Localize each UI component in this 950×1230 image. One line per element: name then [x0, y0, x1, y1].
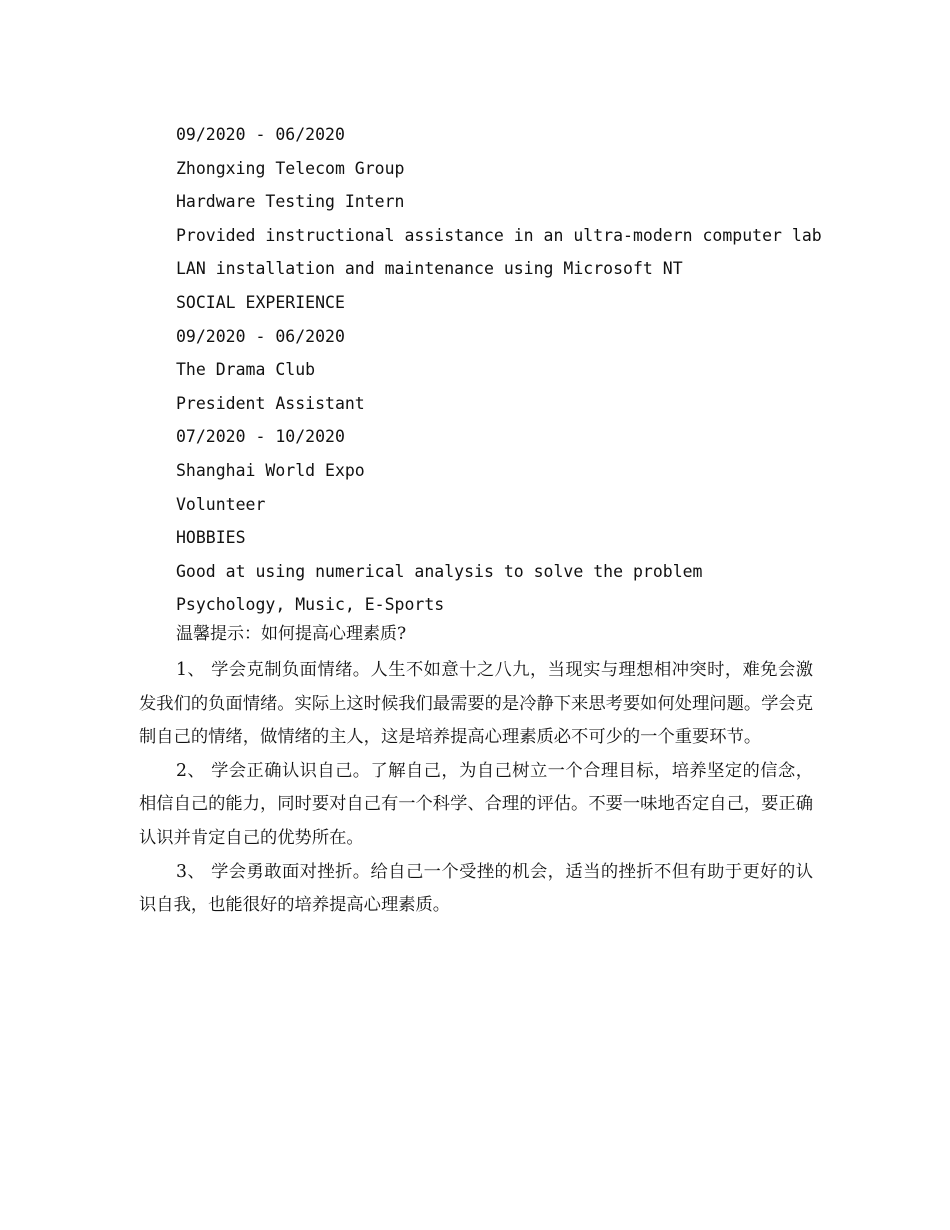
tip-paragraph: 3、 学会勇敢面对挫折。给自己一个受挫的机会，适当的挫折不但有助于更好的认识自我，也能很好的培养提高心理素质。	[139, 861, 813, 916]
experience-role: Hardware Testing Intern	[176, 192, 405, 212]
social-role: President Assistant	[176, 393, 365, 413]
experience-date: 09/2020 - 06/2020	[176, 125, 345, 144]
section-heading-social-experience: SOCIAL EXPERIENCE	[176, 292, 345, 312]
social-role: Volunteer	[176, 494, 266, 514]
tip-paragraph: 2、 学会正确认识自己。了解自己，为自己树立一个合理目标，培养坚定的信念，相信自己的能力，同时要对自己有一个科学、合理的评估。不要一味地否定自己，要正确认识并肯定自己的优势所在。	[139, 760, 813, 848]
resume-section	[176, 118, 856, 622]
hobby-line: Good at using numerical analysis to solve the problem	[176, 561, 703, 581]
social-date: 07/2020 - 10/2020	[176, 427, 345, 447]
social-organization: The Drama Club	[176, 360, 316, 380]
experience-company: Zhongxing Telecom Group	[176, 158, 405, 178]
social-organization: Shanghai World Expo	[176, 460, 365, 480]
experience-detail: Provided instructional assistance in an ultra-modern computer lab	[176, 225, 822, 245]
tips-section	[139, 654, 813, 923]
tip-paragraph: 1、 学会克制负面情绪。人生不如意十之八九，当现实与理想相冲突时，难免会激发我们的负面情绪。实际上这时候我们最需要的是冷静下来思考要如何处理问题。学会克制自己的情绪，做情绪的主人，这是培养提高心理素质必不可少的一个重要环节。	[139, 660, 813, 748]
section-heading-hobbies: HOBBIES	[176, 528, 246, 548]
tips-title: 温馨提示：如何提高心理素质?	[176, 624, 407, 644]
social-date: 09/2020 - 06/2020	[176, 326, 345, 346]
hobby-line: Psychology, Music, E-Sports	[176, 595, 445, 615]
experience-detail: LAN installation and maintenance using Microsoft NT	[176, 259, 683, 279]
